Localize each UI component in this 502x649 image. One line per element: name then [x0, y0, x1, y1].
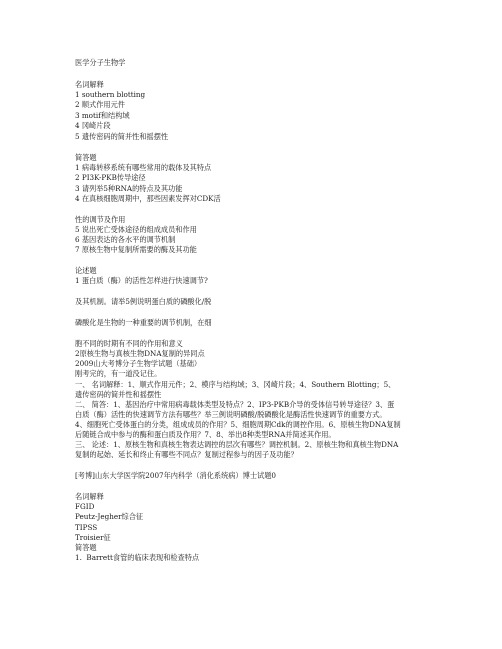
- list-item: 1. Barrett食管的临床表现和检查特点: [75, 553, 200, 562]
- section-heading: 简答题: [75, 153, 97, 162]
- list-item: 性的调节及作用: [75, 215, 126, 224]
- list-item: 3 请列举5种RNA的特点及其功能: [75, 184, 183, 193]
- list-item: 1 蛋白质（酶）的活性怎样进行快速调节?: [75, 276, 208, 285]
- list-item: 1 病毒转移系统有哪些常用的载体及其特点: [75, 163, 212, 172]
- list-item: 2 顺式作用元件: [75, 100, 125, 109]
- list-item: 6 基因表达的各水平的调节机制: [75, 235, 176, 244]
- paragraph-line: 胞不同的时期有不同的作用和意义: [75, 339, 183, 348]
- paragraph-line: 2009山大考博分子生物学试题（基础）: [75, 359, 202, 368]
- list-item: 4 在真核细胞周期中，那些因素发挥对CDK活: [75, 194, 221, 203]
- paragraph-line: 刚考完的，有一道没记住。: [75, 369, 162, 378]
- list-item: 3 motif和结构域: [75, 111, 130, 120]
- list-item: 2 PI3K-PKB传导途径: [75, 173, 146, 182]
- list-item: 5 说出死亡受体途径的组成成员和作用: [75, 225, 197, 234]
- section-heading: 名词解释: [75, 80, 104, 89]
- list-item: 5 遗传密码的简并性和摇摆性: [75, 132, 169, 141]
- paragraph-line: 后随链合成中参与的酶和蛋白质及作用？7、8、举出8种类型RNA并简述其作用。: [75, 430, 336, 439]
- section-heading: 论述题: [75, 266, 97, 275]
- paragraph-line: 4、细胞死亡受体蛋白的分类，组成成员的作用？5、细胞周期Cdk的调控作用。6、原核生物DNA复制: [75, 420, 401, 429]
- paragraph-line: 遗传密码的简并性和摇摆性: [75, 390, 162, 399]
- exam-title: [考博]山东大学医学院2007年内科学（消化系统病）博士试题0: [75, 471, 276, 480]
- list-item: FGID: [75, 502, 95, 511]
- paragraph-line: 磷酸化是生物的一种重要的调节机制，在细: [75, 318, 212, 327]
- list-item: TIPSS: [75, 523, 98, 532]
- paragraph-line: 2原核生物与真核生物DNA复制的异同点: [75, 349, 205, 358]
- section-heading: 简答题: [75, 543, 97, 552]
- list-item: Troisier征: [75, 533, 111, 542]
- list-item: 4 冈崎片段: [75, 121, 111, 130]
- paragraph-line: 白质（酶）活性的快速调节方法有哪些？举三例说明磷酸/脱磷酸化是酶活性快速调节的重要方式。: [75, 410, 387, 419]
- list-item: Peutz-Jegher综合征: [75, 512, 144, 521]
- list-item: 1 southern blotting: [75, 90, 146, 99]
- paragraph-line: 复制的起始、延长和终止有哪些不同点？复制过程参与的因子及功能？: [75, 450, 298, 459]
- paragraph-line: 三、 论述：1、原核生物和真核生物表达调控的层次有哪些？调控机制。2、原核生物和真核生物DNA: [75, 440, 399, 449]
- doc-title: 医学分子生物学: [75, 58, 126, 67]
- paragraph-line: 一、 名词解释：1、顺式作用元件；2、模序与结构域；3、冈崎片段；4、Southern Blotting；5、: [75, 380, 396, 389]
- paragraph-line: 二、 简答：1、基因治疗中常用病毒载体类型及特点？2、IP3-PKB介导的受体信号转导途径？3、蛋: [75, 400, 395, 409]
- paragraph-line: 及其机制。请举5例说明蛋白质的磷酸化/脱: [75, 297, 212, 306]
- section-heading: 名词解释: [75, 492, 104, 501]
- list-item: 7 原核生物中复制所需要的酶及其功能: [75, 245, 197, 254]
